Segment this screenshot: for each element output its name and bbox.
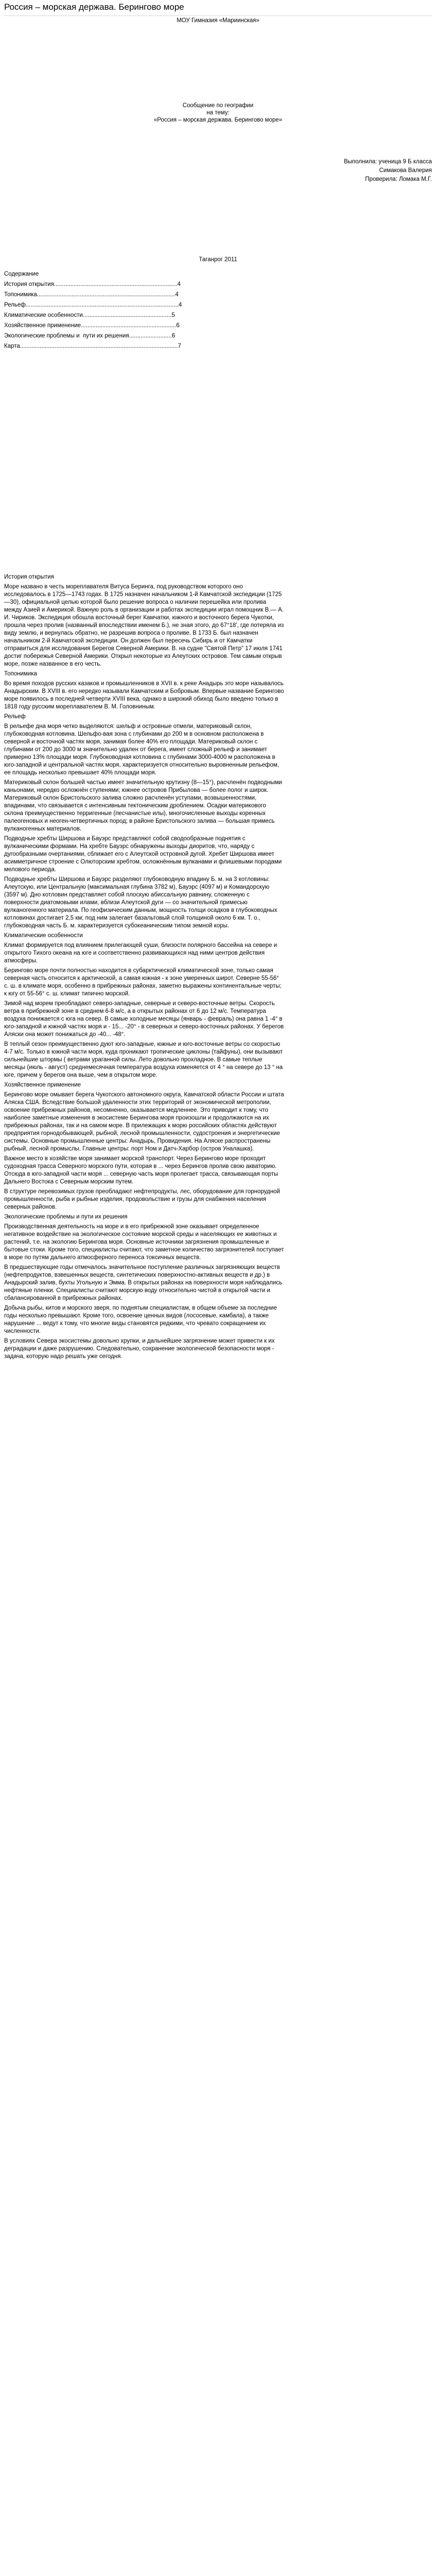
paragraph: В предшествующие годы отмечалось значительное поступление различных загрязняющих веществ (нефтепродуктов, взвешенных веществ, синтетических поверхностно-активных веществ и др.) в Анадырский залив, бухты Угольную и Эмма. В открытых районах на поверхности моря наблюдались нефтяные пленки. Специалисты считают морскую воду относительно чистой в открытой части и сбалансированной в прибрежных районах. xyxy=(4,1264,283,1301)
toc-item[interactable]: Рельеф.............................................................................................4 xyxy=(4,302,182,308)
paragraph: Берингово море омывает берега Чукотского автономного округа, Камчатской области России и штата Аляска США. Вследствие большой удаленности этих территорий от экономической метрополии, освоение прибрежных районов, несомненно, оказывается медленнее. Это приводит к тому, что наиболее заметные изменения в экосистеме Берингова моря произошли и продолжаются на их прибрежных районах, так и на самом море. В прилежащих к морю российских областях действуют предприятия горнодобывающей, рыбной, лесной промышленности, судостроения и энергетические системы. Основные промышленные центры: Анадырь, Провидения. На Аляске распространены рыбный, лесной промыслы. Главные центры: порт Ном и Датч-Харбор (остров Уналашка). xyxy=(4,1092,284,1152)
title-divider xyxy=(4,15,432,16)
city-year: Таганрог 2011 xyxy=(199,257,237,263)
paragraph: Добыча рыбы, китов и морского зверя, по поднятым специалистам, в общем объеме за последние годы несколько превышают. Кроме того, освоение ценных видов (лососевые, камбала), а также нарушение ... ведут к тому, что многие виды становятся редкими, что чревато сокращением их численности. xyxy=(4,1305,277,1334)
paragraph: В структуре перевозимых грузов преобладают нефтепродукты, лес, оборудование для горнорудной промышленности, рыба и рыбные изделия, продовольствие и грузы для снабжения населения северных районов. xyxy=(4,1189,280,1210)
report-line-3: «Россия – морская держава. Берингово море» xyxy=(153,117,283,123)
paragraph: Море названо в честь мореплавателя Витуса Беринга, под руководством которого оно исследовалось в 1725—1743 годах. В 1725 назначен начальником 1-й Камчатской экспедиции (1725—30), официальной целью которой было решение вопроса о наличии перешейка или пролива между Азией и Америкой. Важную роль в организации и работах экспедиции играл помощник В.— А. И. Чириков. Экспедиция обошла восточный берег Камчатки, южного и восточного берега Чукотки, прошла через пролив (названный впоследствии именем Б.), не зная этого, до 67°18', где потеряла из виду землю, и вернулась обратно, не разрешив вопроса о проливе. В 1733 Б. был назначен начальником 2-й Камчатской экспедиции. Он должен был пересечь Сибирь и от Камчатки отправиться для исследования Берегов Северной Америки. В. на судне "Святой Петр" 17 июля 1741 достиг побережья Северной Америки. Открыл некоторые из Алеутских островов. Тем самым открыв море, позже названное в его честь. xyxy=(4,584,284,667)
paragraph: Зимой над морем преобладают северо-западные, северные и северо-восточные ветры. Скорость ветра в прибрежной зоне в среднем 6-8 м/с, а в открытых районах от 6 до 12 м/с. Температура воздуха понижается с юга на север. В самые холодные месяцы (январь - февраль) она равна 1 -4° в юго-западной и южной частях моря и - 15... -20° - в северных и северо-восточных районах. У берегов Аляски она может понижаться до -40... -48°. xyxy=(4,1001,284,1038)
report-line-2: на тему: xyxy=(206,110,230,116)
section-heading: Хозяйственное применение xyxy=(4,1082,81,1088)
table-of-contents xyxy=(0,269,436,351)
school-name: МОУ Гимназия «Мариинская» xyxy=(177,18,259,24)
paragraph: В рельефе дна моря четко выделяются: шельф и островные отмели, материковый склон, глубоководная котловина. Шельфо-вая зона с глубинами до 200 м в основном расположена в северной и восточной частях моря, занимая более 40% его площади. Материковый склон с глубинами от 200 до 3000 м значительно удален от берега, имеет сложный рельеф и занимает примерно 13% площади моря. Глубоководная котловина с глубинами 3000-4000 м расположена в юго-западной и центральной частях моря, характеризуется относительно выровненным рельефом, ее площадь несколько превышает 40% площади моря. xyxy=(4,723,279,776)
title-bar xyxy=(0,0,436,25)
author-line-2: Симакова Валерия xyxy=(379,167,432,174)
paragraph: Подводные хребты Ширшова и Бауэрс разделяют глубоководную впадину Б. м. на 3 котловины: Алеутскую, или Центральную (максимальная глубина 3782 м), Бауэрс (4097 м) и Командорскую (3597 м). Дно котловин представляет собой плоскую абиссальную равнину, сложенную с поверхности диатомовыми илами, вблизи Алеутской дуги — со значительной примесью вулканогенного материала. По геофизическим данным, мощность толщи осадков в глубоководных котловинах достигает 2,5 км; под ним залегает базальтовый слой толщиной около 6 км. Т. о., глубоководная часть Б. м. характеризуется субокеаническим типом земной коры. xyxy=(4,876,277,929)
section-heading: Климатические особенности xyxy=(4,933,83,939)
section-heading: Экологические проблемы и пути их решения xyxy=(4,1214,128,1220)
section-heading: Рельеф xyxy=(4,714,26,720)
paragraph: Производственная деятельность на море и в его прибрежной зоне оказывает определенное негативное воздействие на экологическое состояние морской среды и населяющих ее животных и растений, т.е. на экологию Берингова моря. Основные источники загрязнения промышленные и бытовые стоки. Кроме того, специалисты считают, что заметное количество загрязнителей поступает в море по путям дальнего атмосферного переноса токсичных веществ. xyxy=(4,1224,284,1261)
paragraph: Подводные хребты Ширшова и Бауэрс представляют собой сводообразные поднятия с вулканическими формами. На хребте Бауэрс обнаружены выходы диоритов, что, наряду с дугообразными очертаниями, сближает его с Алеутской островной дугой. Хребет Ширшова имеет асимметричное строение с Олюторским хребтом, осложнённым вулканами и флишевыми породами мелового периода. xyxy=(4,836,282,873)
author-block xyxy=(0,158,436,184)
toc-item[interactable]: История открытия...........................................................................4 xyxy=(4,281,181,287)
paragraph: В теплый сезон преимущественно дуют юго-западные, южные и юго-восточные ветры со скоростью 4-7 м/с. Только в южной части моря, куда проникают тропические циклоны (тайфуны), они вызывают сильнейшие штормы ( ветрами ураганной силы. Лето довольно прохладное. В самые теплые месяцы (июль - август) среднемесячная температура воздуха изменяется от 4 ° на севере до 13 ° на юге, причем у берегов она выше, чем в открытом море. xyxy=(4,1041,283,1078)
author-line-3: Проверила: Ломака М.Г. xyxy=(365,176,432,182)
main-content xyxy=(4,573,285,1363)
toc-item[interactable]: Экологические проблемы и пути их решения..........................6 xyxy=(4,333,176,339)
toc-item[interactable]: Топонимика....................................................................................4 xyxy=(4,292,179,298)
paragraph: Важное место в хозяйстве моря занимает морской транспорт. Через Берингово море проходит судоходная трасса Северного морского пути, которая в ... через Берингов пролив свою акваторию. Отсюда в юго-западной части моря ... северную часть моря пролегает трасса, связывающая порты Дальнего Востока с Северным морским путем. xyxy=(4,1156,278,1185)
author-line-1: Выполнила: ученица 9 Б класса xyxy=(344,159,432,165)
toc-heading: Содержание xyxy=(4,271,39,277)
toc-item[interactable]: Климатические особенности......................................................5 xyxy=(4,312,175,318)
toc-item[interactable]: Хозяйственное применение..........................................................6 xyxy=(4,323,180,329)
section-heading: Топонимика xyxy=(4,671,37,677)
paragraph: Во время походов русских казаков и промышленников в XVII в. к реке Анадырь это море называлось Анадырским. В XVIII в. его нередко называли Камчатским и Бобровым. Впервые название Берингово море появилось в последней четверти XVIII века, однако в широкий обиход было введено только в 1818 году русским мореплавателем В. М. Головниным. xyxy=(4,681,284,710)
paragraph: В условиях Севера экосистемы довольно хрупки, и дальнейшее загрязнение может привести к их деградации и даже разрушению. Следовательно, сохранение экологической безопасности моря - задача, которую надо решать уже сегодня. xyxy=(4,1338,275,1360)
toc-item[interactable]: Карта................................................................................................7 xyxy=(4,343,181,349)
report-line-1: Сообщение по географии xyxy=(182,103,254,109)
page-title: Россия – морская держава. Берингово море xyxy=(4,2,184,12)
paragraph: Климат формируется под влиянием прилегающей суши, близости полярного бассейна на севере и открытого Тихого океана на юге и соответственно развивающихся над ними центров действия атмосферы. xyxy=(4,942,277,964)
section-heading: История открытия xyxy=(4,574,54,580)
paragraph: Берингово море почти полностью находится в субарктической климатической зоне, только самая северная часть относится к арктической, а самая южная - к зоне умеренных широт. Северне 55-56° с. ш. в климате моря, особенно в прибрежных районах, заметно выражены континентальные черты; к югу от 55-56° с. ш. климат типично морской. xyxy=(4,968,282,997)
report-block xyxy=(0,102,436,124)
paragraph: Материковый склон большей частью имеет значительную крутизну (8—15°), расчленён подводными каньонами, нередко осложнён ступенями; южнее островов Прибылова — более полог и широк. Материковый склон Бристольского залива сложно расчленён уступами, возвышенностями, впадинами, что связывается с интенсивным тектоническим дроблением. Осадки материкового склона преимущественно терригенные (песчанистые илы), многочисленные выходы коренных палеогеновых и неоген-четвертичных пород; в районе Бристольского залива — большая примесь вулканогенных материалов. xyxy=(4,779,282,832)
